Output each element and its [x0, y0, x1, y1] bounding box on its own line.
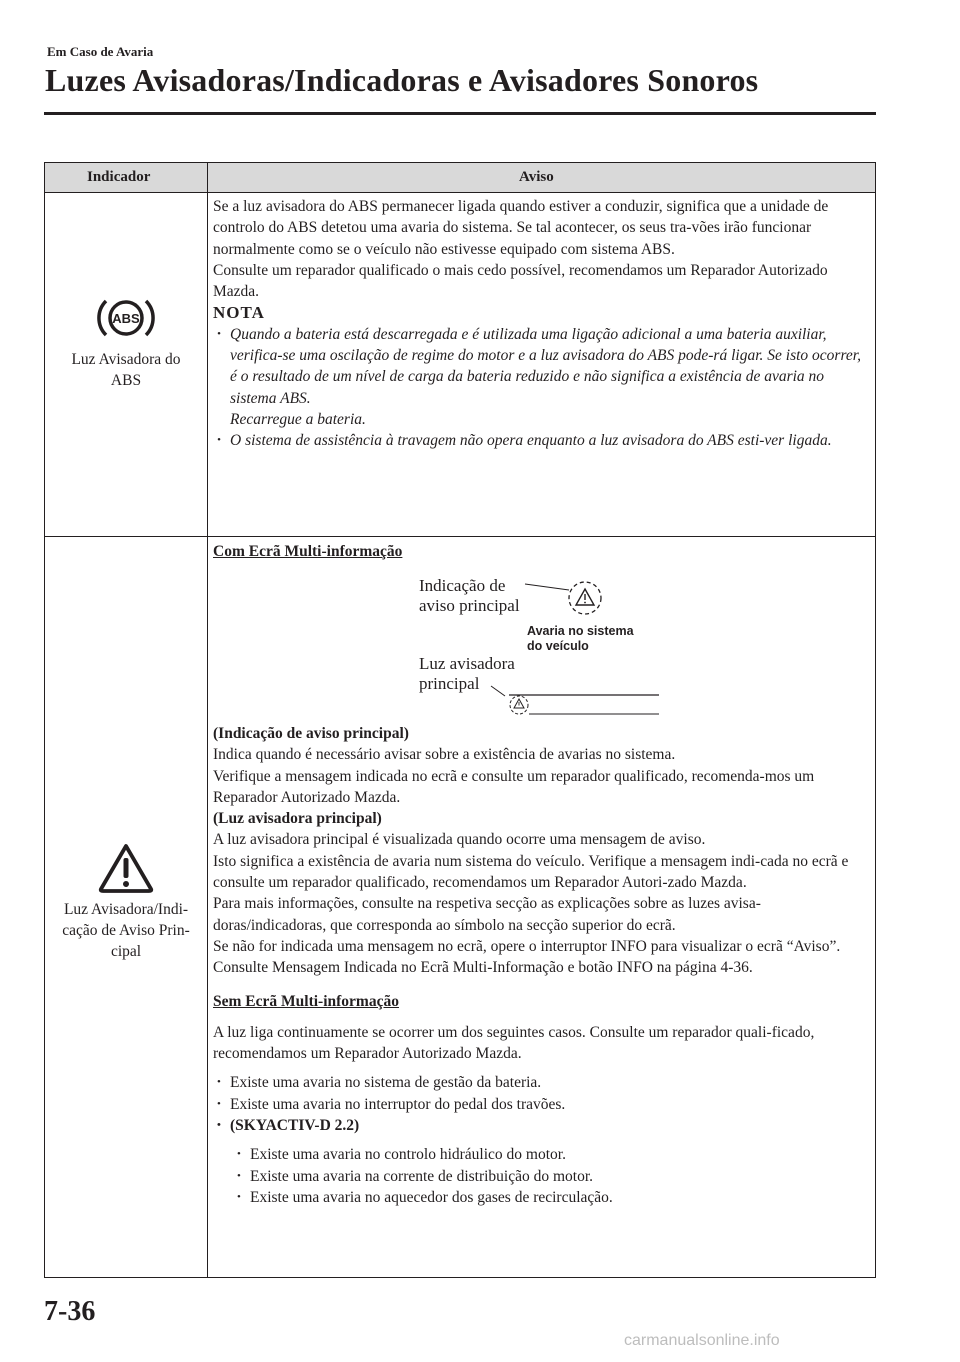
table-header — [45, 163, 875, 193]
sub1-line: Indica quando é necessário avisar sobre a existência de avarias no sistema. — [213, 746, 676, 764]
header-warning: Aviso — [519, 169, 554, 185]
diagram-label-fault: Avaria no sistema do veículo — [527, 624, 634, 653]
master-label-line3: cipal — [110, 943, 142, 960]
page-number: 7-36 — [44, 1296, 96, 1327]
master-warning-cell — [213, 541, 869, 562]
master-warning-text — [213, 723, 869, 1208]
without-paragraph: A luz liga continuamente se ocorrer um dos seguintes casos. Consulte um reparador quali-ficado, recomendamos um Reparador Autorizado Mazda. — [213, 1023, 815, 1063]
diagram-label-main-light: Luz avisadora principal — [419, 654, 515, 693]
abs-label-line2: ABS — [110, 372, 142, 389]
master-label-line1: Luz Avisadora/Indi- — [63, 901, 189, 918]
case-bullet: • (SKYACTIV-D 2.2) — [213, 1115, 869, 1136]
master-warning-triangle-icon — [98, 843, 154, 893]
diagram-graphics — [213, 568, 873, 728]
abs-label-line1: Luz Avisadora do — [71, 351, 181, 368]
sub2-title: (Luz avisadora principal) — [213, 810, 382, 828]
abs-paragraph: Consulte um reparador qualificado o mais cedo possível, recomendamos um Reparador Autorizado Mazda. — [213, 261, 828, 301]
svg-text:ABS: ABS — [112, 311, 140, 326]
master-label-line2: cação de Aviso Prin- — [62, 922, 190, 939]
sub1-title: (Indicação de aviso principal) — [213, 725, 409, 742]
sub-case-bullet: • Existe uma avaria no controlo hidráulico do motor. — [213, 1144, 869, 1165]
sub2-line: Para mais informações, consulte na respetiva secção as explicações sobre as luzes avisa-doras/indicadoras, que corresponda ao símbolo na secção superior do ecrã. — [213, 895, 761, 934]
indicator-table — [44, 162, 876, 1278]
row-divider — [45, 536, 875, 537]
abs-indicator-cell — [45, 293, 207, 391]
note-bullet: • O sistema de assistência à travagem não opera enquanto a luz avisadora do ABS esti-ver ligada. — [213, 430, 869, 451]
case-bullet: • Existe uma avaria no sistema de gestão da bateria. — [213, 1072, 869, 1093]
heading-without: Sem Ecrã Multi-informação — [213, 992, 399, 1010]
page-title: Luzes Avisadoras/Indicadoras e Avisadores Sonoros — [45, 62, 759, 98]
diagram-label-main-indication: Indicação de aviso principal — [419, 576, 520, 615]
abs-warning-icon — [94, 293, 158, 343]
note-bullet: • Quando a bateria está descarregada e é utilizada uma ligação adicional a uma bateria auxiliar, verifica-se uma oscilação de regime do motor e a luz avisadora do ABS pode-rá ligar. Se isto ocorrer, é o resultado de um nível de carga da bateria reduzido e não significa a existência de avaria no sistema ABS. Recarregue a bateria. — [213, 324, 869, 430]
sub2-line: Se não for indicada uma mensagem no ecrã, opere o interruptor INFO para visualizar o ecrã “Aviso”. — [213, 937, 841, 955]
sub2-line: Consulte Mensagem Indicada no Ecrã Multi-Informação e botão INFO na página 4-36. — [213, 959, 753, 977]
section-label: Em Caso de Avaria — [47, 44, 154, 59]
heading-with-mid: Com Ecrã Multi-informação — [213, 543, 403, 560]
sub-case-bullet: • Existe uma avaria na corrente de distribuição do motor. — [213, 1166, 869, 1187]
abs-warning-cell — [213, 196, 869, 452]
sub-case-bullet: • Existe uma avaria no aquecedor dos gases de recirculação. — [213, 1187, 869, 1208]
title-rule — [44, 112, 876, 115]
sub1-line: Verifique a mensagem indicada no ecrã e consulte um reparador qualificado, recomenda-mos um Reparador Autorizado Mazda. — [213, 767, 815, 806]
warning-diagram — [213, 568, 873, 728]
column-divider — [207, 163, 208, 1277]
sub2-line: A luz avisadora principal é visualizada quando ocorre uma mensagem de aviso. — [213, 831, 706, 849]
watermark[interactable]: carmanualsonline.info — [624, 1332, 780, 1349]
case-bullet: • Existe uma avaria no interruptor do pedal dos travões. — [213, 1094, 869, 1115]
note-title: NOTA — [213, 303, 265, 323]
abs-paragraph: Se a luz avisadora do ABS permanecer ligada quando estiver a conduzir, significa que a unidade de controlo do ABS detetou uma avaria do sistema. Se tal acontecer, os seus tra-vões irão funcionar normalmente como se o veículo não estivesse equipado com sistema ABS. — [213, 198, 829, 258]
sub2-line: Isto significa a existência de avaria num sistema do veículo. Verifique a mensagem indi-cada no ecrã e consulte um reparador qualificado, recomendamos um Reparador Autori-zado Mazda. — [213, 852, 849, 892]
master-indicator-cell — [45, 843, 207, 962]
header-indicator: Indicador — [87, 169, 151, 185]
